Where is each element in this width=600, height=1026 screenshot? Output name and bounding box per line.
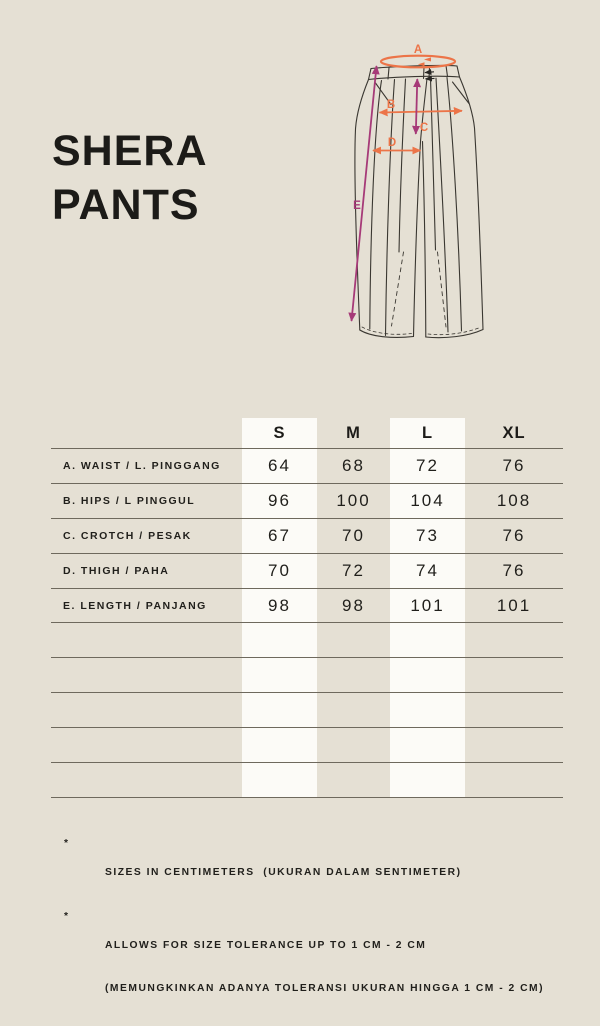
size-value: 72 — [416, 455, 439, 475]
measurement-label-d: D — [387, 137, 397, 149]
size-value: 70 — [342, 525, 365, 545]
column-header-xl: XL — [502, 423, 526, 442]
table-empty-row — [51, 623, 563, 658]
footnote-marker: * — [64, 838, 70, 849]
size-value: 76 — [502, 525, 526, 545]
row-label: A. WAIST / L. PINGGANG — [63, 459, 221, 472]
measurement-label-a: A — [413, 44, 423, 56]
size-value: 101 — [410, 595, 445, 615]
table-row-crotch — [51, 519, 563, 554]
row-label: E. LENGTH / PANJANG — [63, 599, 207, 612]
footnote-text: ALLOWS FOR SIZE TOLERANCE UP TO 1 CM - 2 CM — [105, 939, 427, 951]
table-row-waist — [51, 449, 563, 484]
size-value: 100 — [336, 490, 371, 510]
footnote-marker: * — [64, 910, 70, 922]
hips-measure-arrow — [380, 111, 463, 113]
table-empty-row — [51, 693, 563, 728]
size-value: 76 — [502, 455, 526, 475]
table-empty-row — [51, 763, 563, 798]
size-value: 101 — [496, 595, 532, 615]
size-value: 104 — [410, 490, 445, 510]
size-value: 76 — [502, 560, 526, 580]
size-value: 68 — [342, 455, 365, 475]
size-value: 64 — [268, 455, 291, 475]
size-value: 96 — [268, 490, 291, 510]
footnote-text: SIZES IN CENTIMETERS (UKURAN DALAM SENTIMETER) — [105, 867, 462, 878]
size-value: 67 — [268, 525, 291, 545]
measurement-label-c: C — [419, 122, 429, 134]
page-title — [52, 124, 208, 232]
column-header-s: S — [273, 423, 286, 442]
table-row-length — [51, 589, 563, 624]
table-row-thigh — [51, 554, 563, 589]
size-value: 72 — [342, 560, 365, 580]
page-title-line2: PANTS — [52, 181, 200, 229]
footnotes — [64, 837, 544, 1026]
page-title-line1: SHERA — [52, 127, 208, 175]
footnote-sizes-cm — [64, 837, 544, 910]
pants-diagram — [330, 35, 510, 345]
size-value: 108 — [496, 490, 532, 510]
column-header-m: M — [346, 423, 361, 442]
crotch-measure-arrow — [416, 79, 418, 134]
row-label: C. CROTCH / PESAK — [63, 529, 192, 542]
table-row-hips — [51, 484, 563, 519]
row-label: B. HIPS / L PINGGUL — [63, 494, 196, 507]
size-value: 70 — [268, 560, 291, 580]
table-empty-row — [51, 658, 563, 693]
table-empty-row — [51, 728, 563, 763]
footnote-tolerance — [64, 910, 544, 1026]
footnote-text: (MEMUNGKINKAN ADANYA TOLERANSI UKURAN HINGGA 1 CM - 2 CM) — [105, 983, 545, 994]
row-label: D. THIGH / PAHA — [63, 564, 170, 577]
pants-outline — [355, 65, 483, 337]
measurement-label-e: E — [353, 200, 361, 212]
measurement-label-b: B — [386, 99, 396, 111]
table-header-row — [51, 418, 563, 449]
column-header-l: L — [421, 423, 434, 442]
size-table — [51, 418, 563, 798]
size-value: 98 — [342, 595, 365, 615]
size-value: 74 — [416, 560, 439, 580]
size-value: 73 — [416, 525, 439, 545]
size-value: 98 — [268, 595, 291, 615]
